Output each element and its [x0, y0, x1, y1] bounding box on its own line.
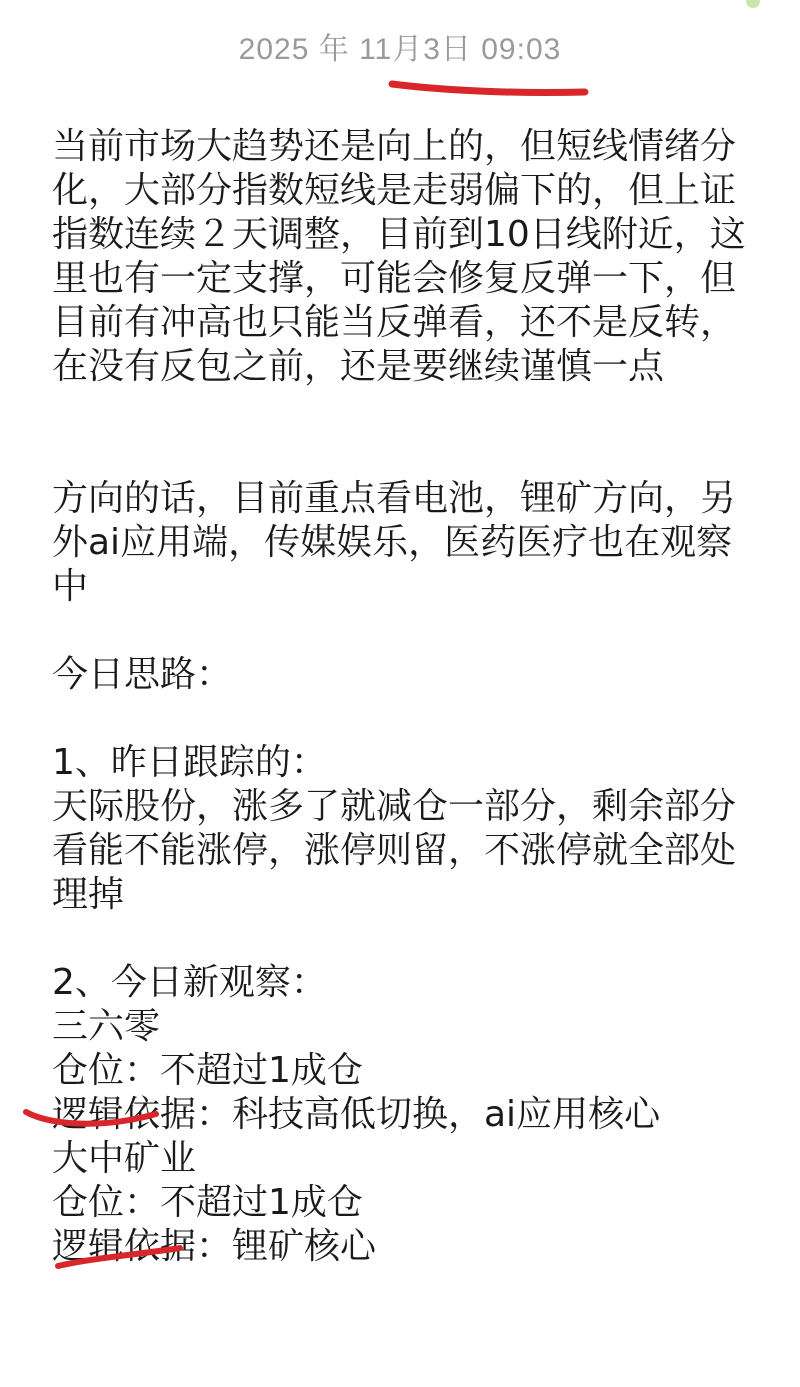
stock-2-position: 仓位：不超过1成仓 [52, 1182, 363, 1223]
timestamp-underline-mark [380, 72, 600, 106]
item-1-line: 天际股份，涨多了就减仓一部分，剩余部分 [52, 786, 737, 827]
note-body [52, 125, 752, 1269]
paragraph-2-line: 方向的话，目前重点看电池，锂矿方向，另 [52, 478, 737, 519]
blank-line [52, 389, 752, 433]
blank-line [52, 917, 752, 961]
stock-2-name: 大中矿业 [52, 1138, 197, 1179]
paragraph-1-line: 指数连续２天调整，目前到10日线附近，这 [52, 214, 746, 255]
paragraph-2-line: 中 [52, 566, 89, 607]
blank-line [52, 697, 752, 741]
paragraph-1-line: 当前市场大趋势还是向上的，但短线情绪分 [52, 126, 737, 167]
item-1-heading: 1、昨日跟踪的： [52, 742, 327, 783]
stock-2-logic: 逻辑依据：锂矿核心 [52, 1226, 377, 1267]
paragraph-2-line: 外ai应用端，传媒娱乐，医药医疗也在观察 [52, 522, 733, 563]
stock-1-name: 三六零 [52, 1006, 161, 1047]
blank-line [52, 609, 752, 653]
paragraph-1-line: 化，大部分指数短线是走弱偏下的，但上证 [52, 170, 737, 211]
corner-decoration [746, 0, 760, 8]
item-1-line: 看能不能涨停，涨停则留，不涨停就全部处 [52, 830, 737, 871]
item-1-line: 理掉 [52, 874, 125, 915]
note-timestamp: 2025 年 11月3日 09:03 [238, 33, 562, 66]
item-2-heading: 2、今日新观察： [52, 962, 327, 1003]
paragraph-1-line: 在没有反包之前，还是要继续谨慎一点 [52, 346, 665, 387]
section-heading: 今日思路： [52, 654, 233, 695]
stock-1-logic: 逻辑依据：科技高低切换，ai应用核心 [52, 1094, 661, 1135]
paragraph-1-line: 目前有冲高也只能当反弹看，还不是反转， [52, 302, 737, 343]
stock-1-position: 仓位：不超过1成仓 [52, 1050, 363, 1091]
paragraph-1-line: 里也有一定支撑，可能会修复反弹一下，但 [52, 258, 737, 299]
blank-line [52, 433, 752, 477]
